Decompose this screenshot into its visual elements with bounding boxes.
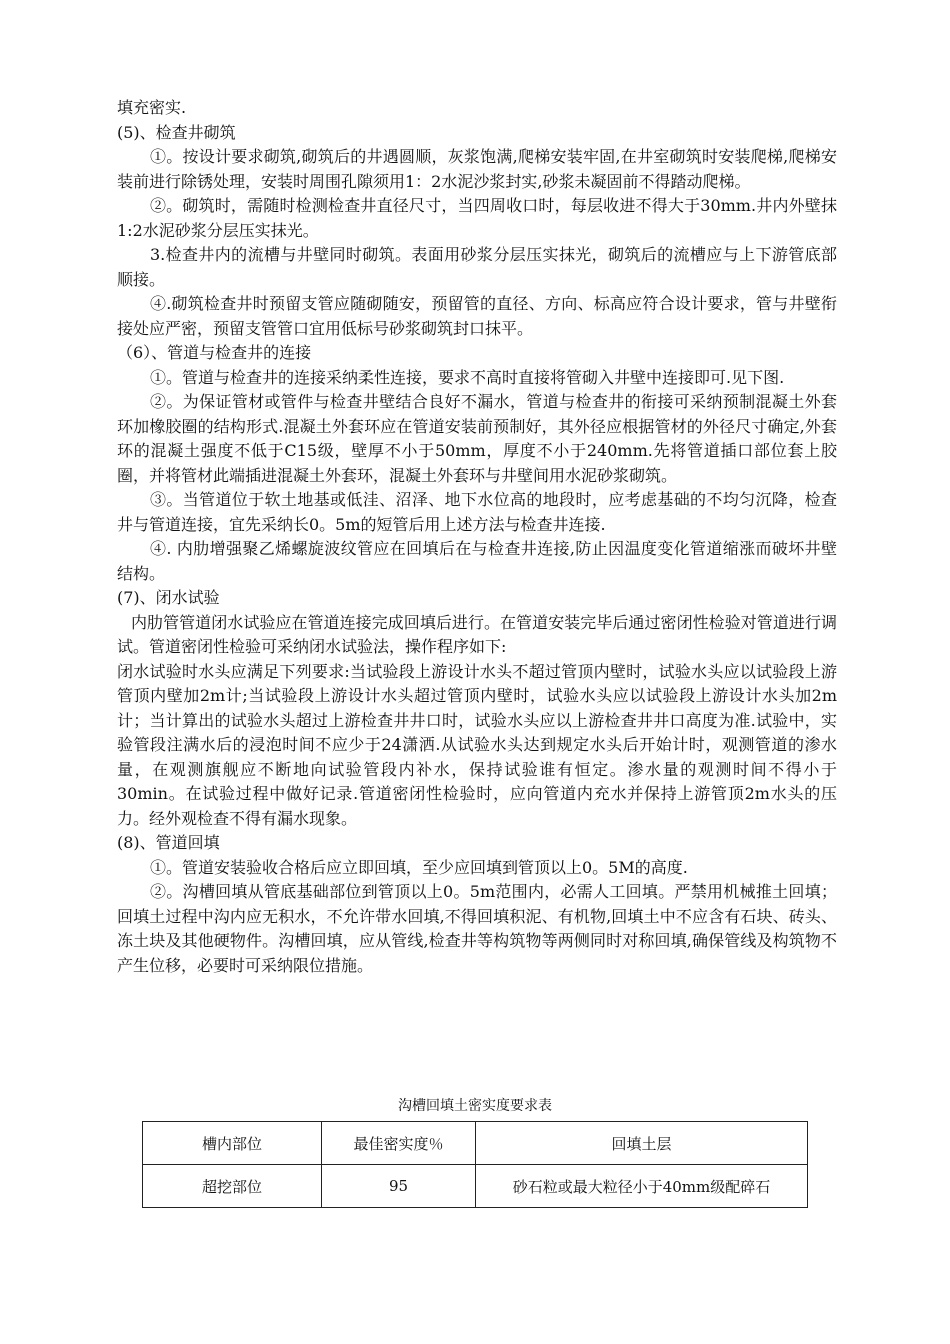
section-5-heading: (5)、检查井砌筑 — [117, 122, 236, 142]
table-cell: 砂石粒或最大粒径小于40mm级配碎石 — [476, 1165, 808, 1208]
section-8-item-1: ①。管道安装验收合格后应立即回填，至少应回填到管顶以上0。5M的高度. — [150, 857, 688, 877]
table-header-cell: 最佳密实度％ — [322, 1122, 476, 1165]
table-header-cell: 回填土层 — [476, 1122, 808, 1165]
section-7-requirements: 闭水试验时水头应满足下列要求:当试验段上游设计水头不超过管顶内壁时，试验水头应以试验段上游管顶内壁加2m计;当试验段上游设计水头超过管顶内壁时，试验水头应以试验段上游设计水头加2m计；当计算出的试验水头超过上游检查井井口时，试验水头应以上游检查井井口高度为准.试验中，实验管段注满水后的浸泡时间不应少于24潇洒.从试验水头达到规定水头后开始计时，观测管道的渗水量，在观测旗舰应不断地向试验管段内补水，保持试验谁有恒定。渗水量的观测时间不得小于30min。在试验过程中做好记录.管道密闭性检验时，应向管道内充水并保持上游管顶2m水头的压力。经外观检查不得有漏水现象。 — [117, 661, 837, 828]
section-7-intro: 内肋管管道闭水试验应在管道连接完成回填后进行。在管道安装完毕后通过密闭性检验对管道进行调试。管道密闭性检验可采纳闭水试验法，操作程序如下: — [117, 612, 837, 656]
section-5-item-2: ②。砌筑时，需随时检测检查井直径尺寸，当四周收口时，每层收进不得大于30mm.井内外壁抹1:2水泥砂浆分层压实抹光。 — [117, 196, 837, 240]
table-cell: 超挖部位 — [143, 1165, 322, 1208]
density-requirements-table — [142, 1121, 808, 1208]
section-6-item-4: ④. 内肋增强聚乙烯螺旋波纹管应在回填后在与检查井连接,防止因温度变化管道缩涨而破坏井壁结构。 — [117, 539, 837, 583]
table-caption: 沟槽回填土密实度要求表 — [398, 1098, 552, 1114]
table-row — [143, 1165, 808, 1208]
section-8-heading: (8)、管道回填 — [117, 833, 220, 852]
section-6-item-2: ②。为保证管材或管件与检查井壁结合良好不漏水，管道与检查井的衔接可采纳预制混凝土外套环加橡胶圈的结构形式.混凝土外套环应在管道安装前预制好，其外径应根据管材的外径尺寸确定,外套环的混凝土强度不低于C15级，壁厚不小于50mm，厚度不小于240mm.先将管道插口部位套上胶圈，并将管材此端插进混凝土外套环，混凝土外套环与井壁间用水泥砂浆砌筑。 — [117, 392, 837, 485]
document-body — [117, 96, 837, 978]
section-7-heading: (7)、闭水试验 — [117, 588, 220, 607]
section-5-item-4: ④.砌筑检查井时预留支管应随砌随安，预留管的直径、方向、标高应符合设计要求，管与井壁衔接处应严密，预留支管管口宜用低标号砂浆砌筑封口抹平。 — [117, 294, 837, 338]
section-6-heading: （6）、管道与检查井的连接 — [117, 343, 312, 362]
section-6-item-3: ③。当管道位于软土地基或低洼、沼泽、地下水位高的地段时，应考虑基础的不均匀沉降，检查井与管道连接，宜先采纳长0。5m的短管后用上述方法与检查井连接. — [117, 490, 837, 534]
table-header-row — [143, 1122, 808, 1165]
section-8-item-2: ②。沟槽回填从管底基础部位到管顶以上0。5m范围内，必需人工回填。严禁用机械推土回填；回填土过程中沟内应无积水，不允许带水回填,不得回填积泥、有机物,回填土中不应含有石块、砖头、冻土块及其他硬物件。沟槽回填，应从管线,检查井等构筑物等两侧同时对称回填,确保管线及构筑物不产生位移，必要时可采纳限位措施。 — [117, 882, 837, 975]
section-5-item-3: 3.检查井内的流槽与井壁同时砌筑。表面用砂浆分层压实抹光，砌筑后的流槽应与上下游管底部顺接。 — [117, 245, 837, 289]
paragraph-fill: 填充密实. — [117, 98, 187, 117]
table-cell: 95 — [322, 1165, 476, 1208]
section-6-item-1: ①。管道与检查井的连接采纳柔性连接，要求不高时直接将管砌入井壁中连接即可.见下图. — [150, 367, 785, 387]
section-5-item-1: ①。按设计要求砌筑,砌筑后的井遇圆顺，灰浆饱满,爬梯安装牢固,在井室砌筑时安装爬梯,爬梯安装前进行除锈处理，安装时周围孔隙须用1：2水泥沙浆封实,砂浆未凝固前不得踏动爬梯。 — [117, 147, 837, 191]
table-header-cell: 槽内部位 — [143, 1122, 322, 1165]
